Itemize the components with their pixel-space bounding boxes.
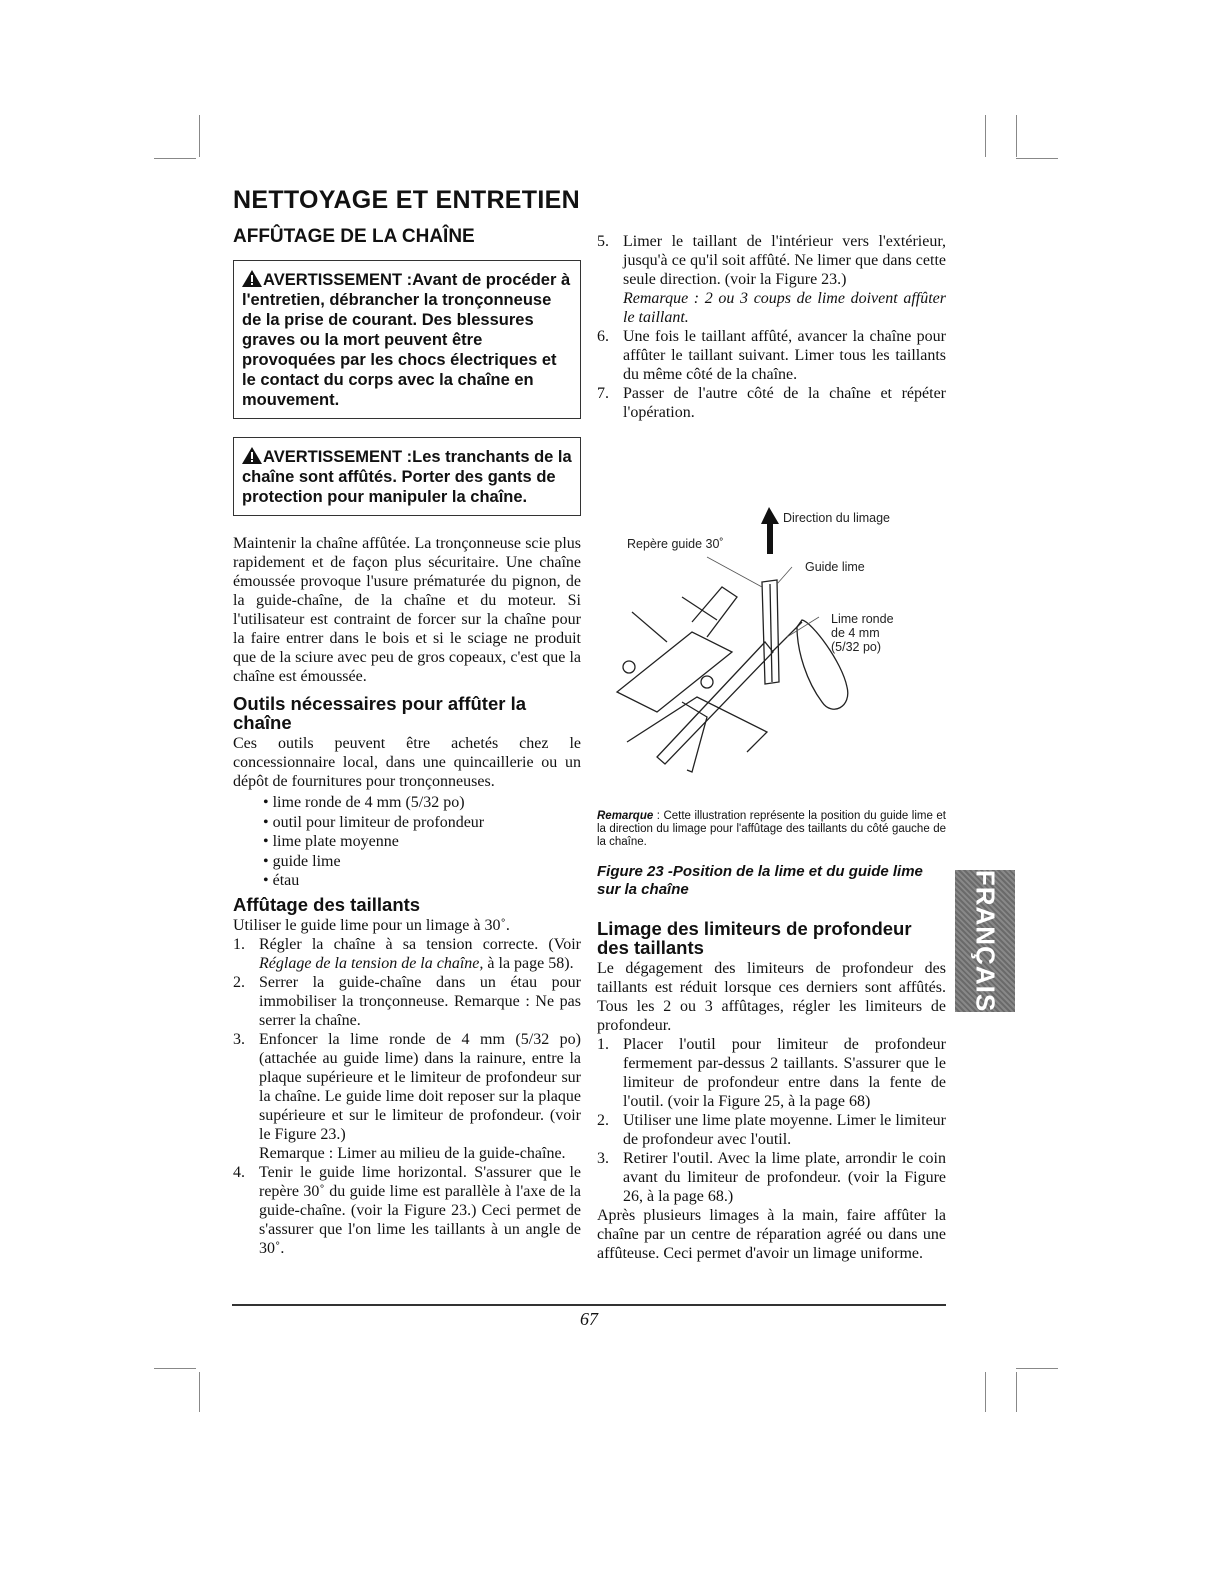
- list-item: 5. Limer le taillant de l'intérieur vers l'extérieur, jusqu'à ce qu'il soit affûté. Ne limer que dans cette seule direction. (voir la Figure 23.) Remarque : 2 ou 3 coups de lime doivent affûter le taillant.: [597, 233, 946, 326]
- list-item: 4. Tenir le guide lime horizontal. S'assurer que le repère 30˚ du guide lime est parallèle à l'axe de la guide-chaîne. (voir la Figure 23.) Ceci permet de s'assurer que l'on lime les taillants à un angle de 30˚.: [233, 1163, 581, 1257]
- right-column: [597, 232, 946, 1263]
- list-item: • lime plate moyenne: [263, 832, 581, 852]
- list-item: 1. Régler la chaîne à sa tension correcte. (Voir Réglage de la tension de la chaîne, à la page 58).: [233, 935, 581, 972]
- warning-icon: [242, 447, 262, 464]
- crop-mark: [985, 1372, 986, 1412]
- figure-23: [597, 502, 946, 802]
- crop-mark: [199, 1372, 200, 1412]
- figure-caption: Figure 23 -Position de la lime et du guide lime sur la chaîne: [597, 863, 923, 898]
- warning-label: AVERTISSEMENT :: [263, 271, 413, 289]
- list-item: 1. Placer l'outil pour limiteur de profondeur fermement par-dessus 2 taillants. S'assurer que le limiteur de profondeur entre dans la fente de l'outil. (voir la Figure 25, à la page 68): [597, 1036, 946, 1110]
- left-column: [233, 226, 581, 1258]
- list-item: 6. Une fois le taillant affûté, avancer la chaîne pour affûter le taillant suivant. Limer tous les taillants du même côté de la chaîne.: [597, 328, 946, 383]
- cutters-steps-continued: [597, 232, 946, 422]
- list-item: • étau: [263, 871, 581, 891]
- label-direction: Direction du limage: [783, 511, 890, 525]
- cutters-heading: Affûtage des taillants: [233, 893, 421, 915]
- figure-note: Remarque : Cette illustration représente la position du guide lime et la direction du limage pour l'affûtage des taillants du côté gauche de la chaîne.: [597, 810, 946, 848]
- language-tab: FRANÇAIS: [955, 870, 1015, 1012]
- intro-paragraph: Maintenir la chaîne affûtée. La tronçonneuse scie plus rapidement et de façon plus sécuritaire. Une chaîne émoussée provoque l'usure prématurée du pignon, de la guide-chaîne, de la chaîne et du moteur. Si l'utilisateur est contraint de forcer sur la chaîne pour la faire entrer dans le bois et si le sciage ne produit que de la sciure avec peu de gros copeaux, c'est que la chaîne est émoussée.: [233, 535, 581, 685]
- list-item: 3. Enfoncer la lime ronde de 4 mm (5/32 po) (attachée au guide lime) dans la rainure, entre la plaque supérieure et le limiteur de profondeur sur la chaîne. Le guide lime doit reposer sur la plaque supérieure et sur le limiteur de profondeur. (voir le Figure 23.) Remarque : Limer au milieu de la guide-chaîne.: [233, 1030, 581, 1162]
- page-number: 67: [580, 1309, 598, 1329]
- depth-heading: Limage des limiteurs de profondeur des taillants: [597, 918, 912, 958]
- list-item: 3. Retirer l'outil. Avec la lime plate, arrondir le coin avant du limiteur de profondeur. (voir la Figure 26, à la page 68.): [597, 1150, 946, 1205]
- warning-text: Avant de procéder à l'entretien, débrancher la tronçonneuse de la prise de courant. Des blessures graves ou la mort peuvent être provoquées par les chocs électriques et le contact du corps avec la chaîne en mouvement.: [242, 271, 571, 409]
- tools-list: [233, 793, 581, 891]
- warning-box-power: [233, 260, 581, 419]
- list-item: • lime ronde de 4 mm (5/32 po): [263, 793, 581, 813]
- warning-text: Les tranchants de la chaîne sont affûtés. Porter des gants de protection pour manipuler la chaîne.: [242, 448, 572, 506]
- warning-icon: [242, 270, 262, 287]
- crop-mark: [154, 158, 196, 159]
- depth-steps: [597, 1035, 946, 1206]
- crop-mark: [199, 115, 200, 157]
- closing-paragraph: Après plusieurs limages à la main, faire affûter la chaîne par un centre de réparation agréé ou dans une affûteuse. Ceci permet d'avoir un limage uniforme.: [597, 1207, 946, 1262]
- tools-intro: Ces outils peuvent être achetés chez le concessionnaire local, dans une quincaillerie ou un dépôt de fournitures pour tronçonneuses.: [233, 735, 581, 790]
- depth-intro: Le dégagement des limiteurs de profondeur des taillants est réduit lorsque ces derniers sont affûtés. Tous les 2 ou 3 affûtages, régler les limiteurs de profondeur.: [597, 960, 946, 1034]
- crop-mark: [1016, 1372, 1017, 1412]
- crop-mark: [985, 115, 986, 157]
- crop-mark: [1016, 158, 1058, 159]
- list-item: 7. Passer de l'autre côté de la chaîne et répéter l'opération.: [597, 385, 946, 421]
- crop-mark: [154, 1368, 196, 1369]
- list-item: 2. Utiliser une lime plate moyenne. Limer le limiteur de profondeur avec l'outil.: [597, 1112, 946, 1148]
- warning-box-sharp: [233, 437, 581, 516]
- label-repere: Repère guide 30˚: [627, 537, 724, 551]
- list-item: 2. Serrer la guide-chaîne dans un étau pour immobiliser la tronçonneuse. Remarque : Ne pas serrer la chaîne.: [233, 973, 581, 1029]
- label-lime-ronde: Lime ronde de 4 mm (5/32 po): [831, 612, 894, 654]
- tools-heading: Outils nécessaires pour affûter la chaîne: [233, 693, 527, 733]
- list-item: • guide lime: [263, 852, 581, 872]
- footer-rule: [232, 1304, 946, 1306]
- label-guide-lime: Guide lime: [805, 560, 865, 574]
- section-title: AFFÛTAGE DE LA CHAÎNE: [233, 226, 475, 247]
- cutters-steps: [233, 935, 581, 1258]
- cutters-intro: Utiliser le guide lime pour un limage à 30˚.: [233, 916, 510, 934]
- crop-mark: [1016, 1368, 1058, 1369]
- list-item: • outil pour limiteur de profondeur: [263, 813, 581, 833]
- page-title: NETTOYAGE ET ENTRETIEN: [233, 186, 580, 214]
- warning-label: AVERTISSEMENT :: [263, 448, 413, 466]
- crop-mark: [1016, 115, 1017, 157]
